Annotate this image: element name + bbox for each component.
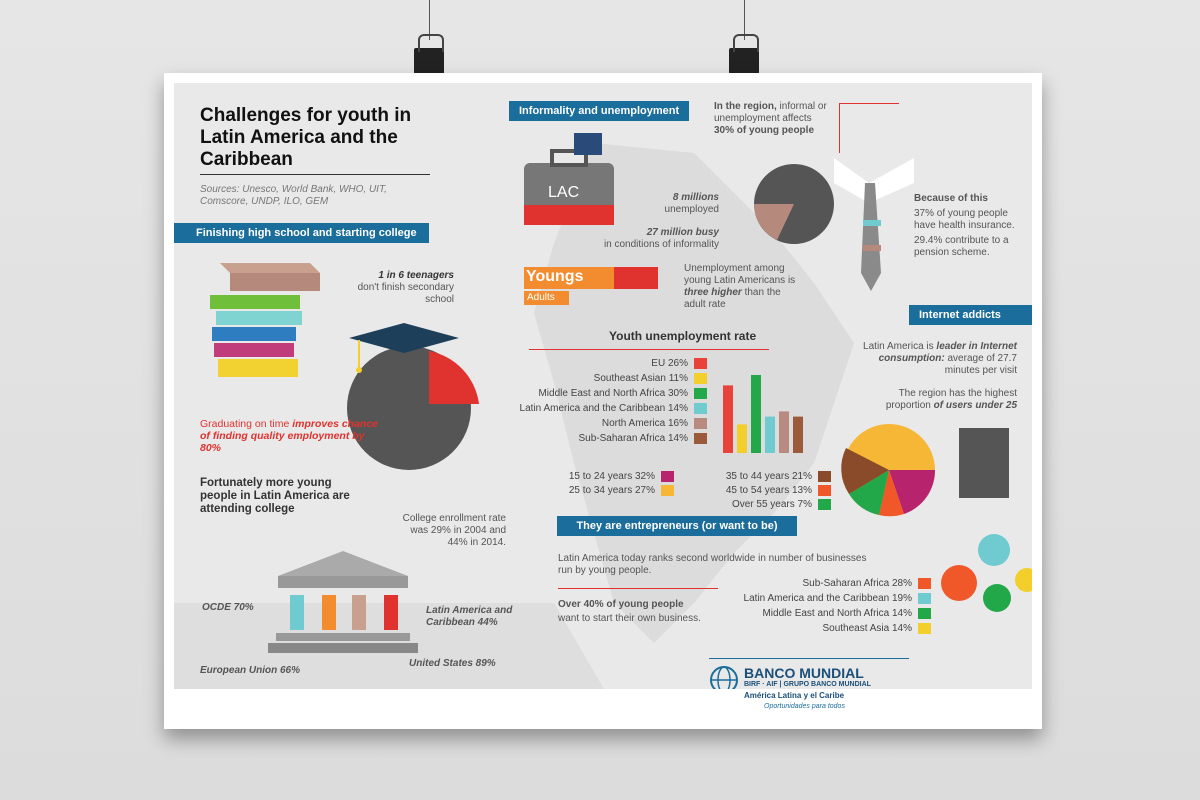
legend-swatch — [661, 471, 674, 482]
youth-rate-bar — [765, 417, 775, 453]
leader-text-b: leader in Internet consumption: — [878, 341, 1017, 364]
divider — [200, 174, 430, 175]
highest-text-a: The region has the highest proportion — [885, 388, 1017, 411]
age-value: 32% — [634, 471, 655, 483]
divider-line — [529, 349, 769, 350]
entrepreneur-row — [822, 623, 931, 634]
youth-rate-row — [538, 388, 707, 399]
youngs-label: Youngs — [526, 268, 584, 285]
ocde-label: OCDE 70% — [202, 602, 254, 613]
fortunately-text: Fortunately more young people in Latin America are attending college — [200, 477, 350, 515]
region-name: Sub-Saharan Africa — [802, 578, 890, 590]
busy-text: in conditions of informality — [603, 239, 719, 250]
legend-swatch — [918, 623, 931, 634]
region-value: 14% — [667, 403, 688, 415]
legend-swatch — [918, 578, 931, 589]
age-label: Over 55 years — [731, 499, 795, 511]
age-value: 27% — [634, 485, 655, 497]
legend-swatch — [694, 373, 707, 384]
age-label: 35 to 44 years — [725, 471, 790, 483]
legend-swatch — [694, 418, 707, 429]
logo-region: América Latina y el Caribe — [744, 691, 845, 700]
youth-rate-bar — [737, 424, 747, 453]
graduating-text: Graduating on time — [200, 418, 293, 430]
logo-sub2: GRUPO BANCO MUNDIAL — [783, 681, 871, 688]
page-title: Challenges for youth in Latin America and the Caribbean — [200, 105, 412, 170]
pension-text: 29.4% contribute to a pension scheme. — [914, 235, 1009, 258]
entrepreneur-row — [744, 593, 931, 604]
age-row — [569, 471, 674, 482]
unemployed-text: unemployed — [664, 204, 719, 215]
region-value: 16% — [667, 418, 688, 430]
legend-swatch — [694, 433, 707, 444]
youth-rate-row — [602, 418, 707, 429]
age-value: 21% — [791, 471, 812, 483]
age-value: 7% — [797, 499, 812, 511]
users-pie-laptop-icon — [834, 418, 1014, 523]
region-value: 11% — [668, 373, 688, 385]
entrepreneur-row — [762, 608, 931, 619]
books-stack-icon — [200, 253, 330, 383]
age-row — [726, 485, 831, 496]
because-text: Because of this — [914, 193, 988, 204]
entrepreneur-row — [802, 578, 931, 589]
lightbulbs-icon — [939, 528, 1032, 628]
lac-briefcase-label: LAC — [548, 184, 580, 201]
section-heading-school: Finishing high school and starting college — [174, 223, 429, 243]
youth-rate-row — [578, 433, 707, 444]
legend-swatch — [694, 388, 707, 399]
age-row — [569, 485, 674, 496]
age-label: 45 to 54 years — [725, 485, 790, 497]
logo-divider — [709, 658, 909, 659]
logo-sub1: BIRF · AIF — [744, 681, 778, 688]
youth-rate-bar-chart — [719, 368, 819, 458]
highest-text-b: of users under 25 — [933, 400, 1017, 411]
region-text-b: informal or unemployment affects — [714, 101, 827, 124]
youngs-bar-red — [614, 267, 658, 289]
among-text-c: than the adult rate — [684, 287, 781, 310]
region-value: 14% — [891, 623, 912, 635]
region-name: Latin America and the Caribbean — [519, 403, 666, 415]
health-text: 37% of young people have health insurance. — [914, 208, 1015, 231]
region-name: Sub-Saharan Africa — [578, 433, 666, 445]
eu-label: European Union 66% — [200, 665, 301, 676]
youth-rate-bar — [779, 411, 789, 453]
sources-text: Sources: Unesco, World Bank, WHO, UIT, Comscore, UNDP, ILO, GEM — [200, 184, 387, 207]
teen-text: don't finish secondary school — [357, 282, 454, 305]
legend-swatch — [918, 608, 931, 619]
us-label: United States 89% — [409, 658, 496, 669]
youth-rate-bar — [793, 417, 803, 453]
enrollment-text: College enrollment rate was 29% in 2004 and 44% in 2014. — [402, 513, 506, 548]
region-name: EU — [651, 358, 666, 370]
region-value: 14% — [891, 608, 912, 620]
age-row — [732, 499, 831, 510]
region-text-c: 30% of young people — [714, 125, 815, 136]
region-name: Latin America and the Caribbean — [743, 593, 890, 605]
region-name: North America — [601, 418, 666, 430]
legend-swatch — [918, 593, 931, 604]
region-value: 14% — [667, 433, 688, 445]
age-label: 15 to 24 years — [568, 471, 633, 483]
legend-swatch — [694, 358, 707, 369]
over-text-b: want to start their own business. — [558, 613, 701, 624]
region-value: 26% — [667, 358, 688, 370]
briefcase-icon — [514, 133, 619, 228]
shirt-tie-icon — [829, 153, 919, 303]
region-value: 19% — [891, 593, 912, 605]
age-row — [726, 471, 831, 482]
among-text-b: three higher — [684, 287, 742, 298]
unemployment-pie-icon — [739, 158, 839, 248]
age-label: 25 to 34 years — [568, 485, 633, 497]
logo-tagline: Oportunidades para todos — [764, 703, 845, 710]
region-text-a: In the region, — [714, 101, 777, 112]
among-text-a: Unemployment among young Latin Americans is — [684, 263, 796, 286]
section-heading-informality: Informality and unemployment — [509, 101, 689, 121]
millions-stat: 8 millions — [672, 192, 719, 203]
lac-enrollment-label: Latin America and Caribbean 44% — [426, 605, 513, 628]
leader-text-c: average of 27.7 minutes per visit — [944, 353, 1017, 376]
section-heading-entrepreneurs: They are entrepreneurs (or want to be) — [557, 516, 797, 536]
busy-stat: 27 million busy — [646, 227, 719, 238]
infographic: Challenges for youth in Latin America and the Caribbean Sources: Unesco, World Bank, WHO, UIT, Comscore, UNDP, ILO, GEM Finishing high school and starting college 1 in 6 teenagers don't finish secondary school Graduating on time improves chance of finding quality employment by 80% Fortunately more young people in Latin America are attending college College enrollment rate was 29% in 2004 and 44% in 2014. OCDE 70% Latin America and Caribbean 44% European Union 66% United States 89% Informality and unemployment LAC In the region, informal or unemployment affects 30% of young people 8 millions unemployed 27 million busy in conditions of informality Because of this 37% of young people have health insurance. 29.4% contribute to a pension scheme. Youngs Adults Unemployment among young Latin Americans is three higher than the adult rate Youth unemployment rate EU 26% Southeast Asian 11% Middle East and North Africa 30% Latin America and the Caribbean 14% North America 16% Sub-Saharan Africa 14% Internet addicts Latin America is leader in Internet consumption: average of 27.7 minutes per visit The region has the highest proportion of users under 25 15 to 24 years 32% 25 to 34 years 27% 35 to 44 years 21% 45 to 54 years 13% Over 55 years 7% They are entrepreneurs (or want to be) Latin America today ranks second worldwide in number of businesses run by young people. Over 40% of young people want to start their own business. Sub-Saharan Africa 28% Latin America and the Caribbean 19% Middle East and North Africa 14% Southeast Asia 14% BANCO MUNDIAL BIRF · AIF | GRUPO BANCO MUNDIAL — [174, 83, 1032, 689]
youth-rate-row — [520, 403, 707, 414]
youth-rate-bar — [751, 375, 761, 453]
section-heading-internet: Internet addicts — [909, 305, 1032, 325]
connector-line — [839, 103, 840, 153]
connector-line — [839, 103, 899, 104]
poster — [164, 73, 1042, 729]
divider-line — [558, 588, 718, 589]
ranks-text: Latin America today ranks second worldwide in number of businesses run by young people. — [558, 553, 867, 576]
binder-clip-icon — [414, 48, 444, 74]
region-name: Middle East and North Africa — [538, 388, 666, 400]
leader-text-a: Latin America is — [863, 341, 937, 352]
region-value: 28% — [891, 578, 912, 590]
legend-swatch — [818, 471, 831, 482]
region-name: Middle East and North Africa — [762, 608, 890, 620]
binder-clip-icon — [729, 48, 759, 74]
logo-name: BANCO MUNDIAL — [744, 665, 864, 681]
youth-rate-title: Youth unemployment rate — [609, 329, 757, 343]
university-building-icon — [268, 551, 418, 661]
youth-rate-row — [651, 358, 707, 369]
teen-stat: 1 in 6 teenagers — [378, 270, 454, 281]
youth-rate-bar — [723, 385, 733, 453]
legend-swatch — [694, 403, 707, 414]
age-value: 13% — [791, 485, 812, 497]
region-value: 30% — [667, 388, 688, 400]
over-text-a: Over 40% of young people — [558, 599, 684, 610]
youth-rate-row — [594, 373, 707, 384]
region-name: Southeast Asia — [822, 623, 890, 635]
legend-swatch — [661, 485, 674, 496]
legend-swatch — [818, 499, 831, 510]
world-bank-globe-icon — [709, 665, 739, 689]
adults-label: Adults — [527, 292, 555, 303]
region-name: Southeast Asian — [593, 373, 666, 385]
legend-swatch — [818, 485, 831, 496]
graduating-highlight: improves chance of finding quality employment by 80% — [200, 418, 379, 454]
